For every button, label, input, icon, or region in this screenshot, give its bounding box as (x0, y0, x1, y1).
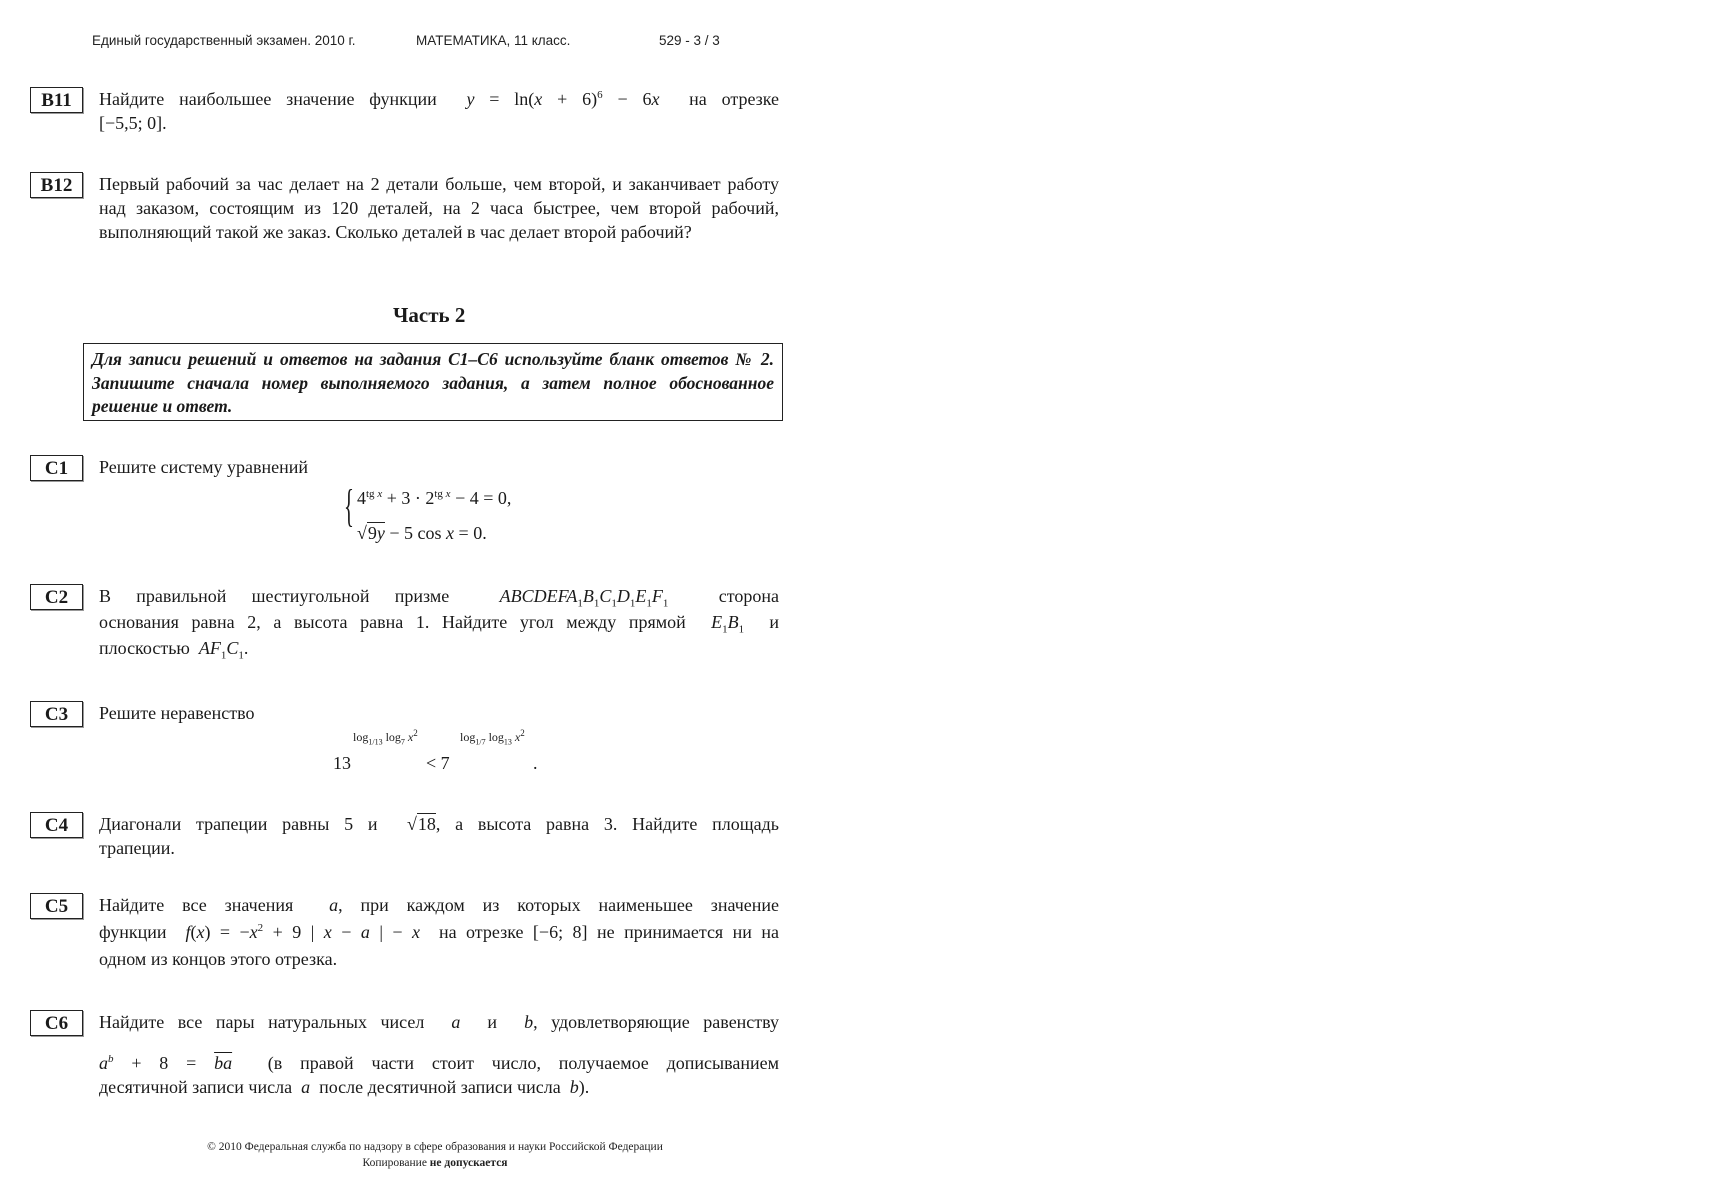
task-label: B11 (30, 87, 83, 113)
equation-1: $4^{tg x} + 3 \cdot 2^{tg x} - 4 = 0$, (357, 488, 512, 508)
task-text: Решите систему уравнений (99, 457, 308, 477)
task-label: C1 (30, 455, 83, 481)
copy-notice: Копирование не допускается (362, 1157, 508, 1169)
task-text: Найдите все значения a, при каждом из которых наименьшее значение функции $f(x) = -x^2 + 9$ | x − a | − x на отрезке [−6; 8] не принимается ни на одном из концов этого отрезка. (99, 895, 780, 969)
task-label: C5 (30, 893, 83, 919)
task-label: C3 (30, 701, 83, 727)
header-page: 529 - 3 / 3 (659, 33, 720, 48)
part-title: Часть 2 (393, 303, 466, 327)
task-label: B12 (30, 172, 83, 198)
page-footer (0, 1139, 870, 1171)
header-subject: МАТЕМАТИКА, 11 класс. (416, 33, 571, 48)
task-text: Найдите все пары натуральных чисел a и b, удовлетворяющие равенству $a^b + 8 = \overline{ba}$ (в правой части стоит число, получаемое дописыванием десятичной записи числа a после десятичной записи числа b). (99, 1012, 780, 1097)
task-label: C4 (30, 812, 83, 838)
system-brace: { (344, 480, 354, 531)
task-label: C6 (30, 1010, 83, 1036)
header-exam: Единый государственный экзамен. 2010 г. (92, 33, 356, 48)
inequality: 13 $\log_{1/13} \log_7 x^2$ < 7 $\log_{1/7} \log_{13} x^2$ . (333, 728, 538, 773)
equation-2: √9y − 5 cos x = 0. (357, 523, 487, 543)
task-text: Решите неравенство (99, 703, 255, 723)
function-formula: $y = \ln(x + 6)^6 - 6x$ (466, 89, 660, 109)
task-text: Найдите наибольшее значение функции $y = \ln(x + 6)^6 - 6x$ на отрезке [−5,5; 0]. (99, 89, 780, 133)
copyright: © 2010 Федеральная служба по надзору в сфере образования и науки Российской Федерации (207, 1141, 663, 1153)
task-text: Первый рабочий за час делает на 2 детали больше, чем второй, и заканчивает работу над заказом, состоящим из 120 деталей, на 2 часа быстрее, чем второй рабочий, выполняющий такой же заказ. Сколько деталей в час делает второй рабочий? (99, 174, 779, 242)
task-text: Диагонали трапеции равны 5 и √18, а высота равна 3. Найдите площадь трапеции. (99, 814, 780, 858)
instructions-box: Для записи решений и ответов на задания С1–С6 используйте бланк ответов № 2. Запишите сначала номер выполняемого задания, а затем полное обоснованное решение и ответ. (83, 343, 783, 421)
task-label: C2 (30, 584, 83, 610)
task-text: В правильной шестиугольной призме $ABCDEFA_1B_1C_1D_1E_1F_1$ сторона основания равна 2, а высота равна 1. Найдите угол между прямой $E_1B_1$ и плоскостью $AF_1C_1$. (99, 586, 780, 662)
